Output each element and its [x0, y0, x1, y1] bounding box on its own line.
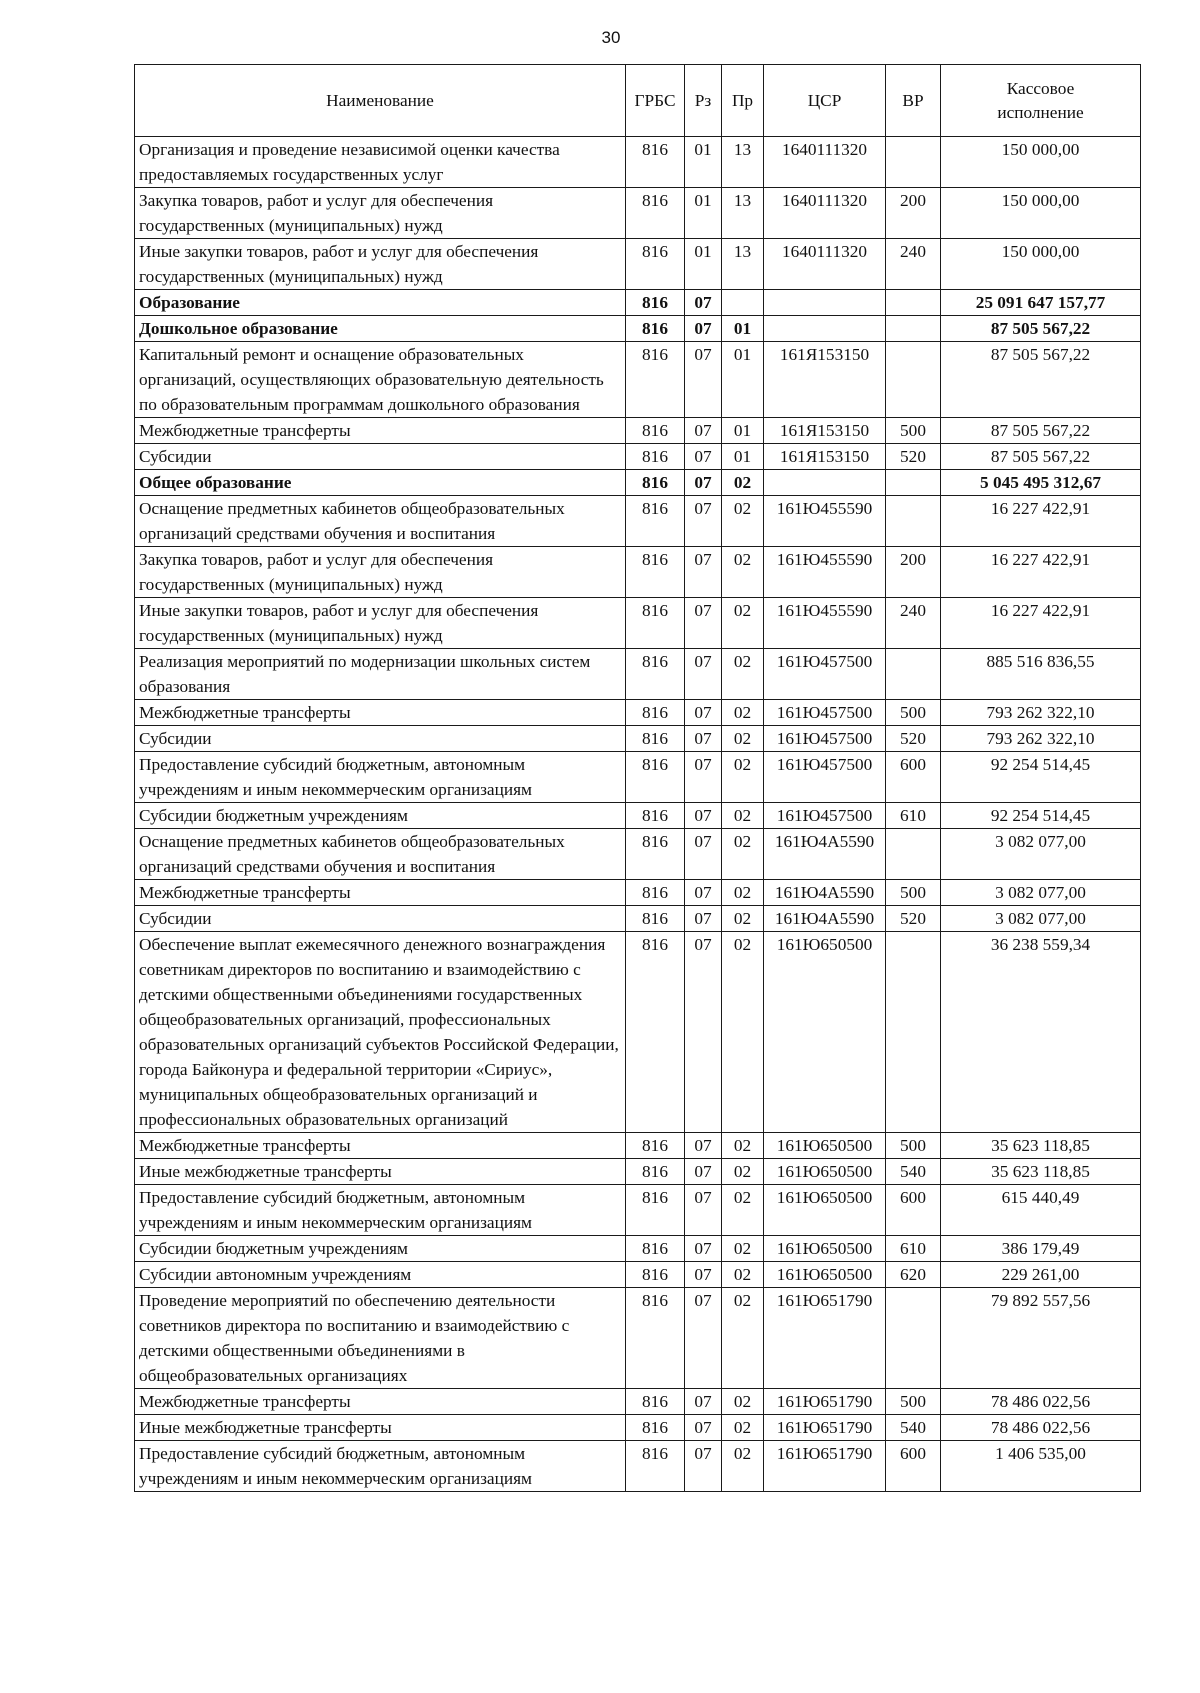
table-row [135, 880, 1141, 906]
cell-amount: 78 486 022,56 [941, 1389, 1141, 1415]
cell-vr [886, 470, 941, 496]
cell-grbs: 816 [626, 547, 685, 598]
cell-grbs: 816 [626, 752, 685, 803]
cell-vr: 600 [886, 1185, 941, 1236]
table-row [135, 137, 1141, 188]
cell-amount: 16 227 422,91 [941, 547, 1141, 598]
cell-grbs: 816 [626, 829, 685, 880]
table-row [135, 1415, 1141, 1441]
cell-rz: 07 [685, 342, 722, 418]
table-row [135, 188, 1141, 239]
cell-amount: 885 516 836,55 [941, 649, 1141, 700]
cell-csr: 161Я153150 [764, 418, 886, 444]
cell-grbs: 816 [626, 342, 685, 418]
cell-name: Межбюджетные трансферты [135, 1133, 626, 1159]
cell-pr: 13 [722, 188, 764, 239]
cell-grbs: 816 [626, 1389, 685, 1415]
table-row [135, 418, 1141, 444]
cell-pr: 01 [722, 444, 764, 470]
cell-name: Субсидии [135, 906, 626, 932]
cell-vr: 240 [886, 239, 941, 290]
cell-amount: 36 238 559,34 [941, 932, 1141, 1133]
cell-name: Организация и проведение независимой оценки качества предоставляемых государственных услуг [135, 137, 626, 188]
table-row [135, 496, 1141, 547]
cell-csr: 161Ю455590 [764, 598, 886, 649]
cell-amount: 35 623 118,85 [941, 1159, 1141, 1185]
table-row [135, 752, 1141, 803]
cell-pr: 01 [722, 316, 764, 342]
cell-pr: 02 [722, 649, 764, 700]
cell-grbs: 816 [626, 1159, 685, 1185]
cell-csr: 161Я153150 [764, 342, 886, 418]
cell-pr: 02 [722, 1185, 764, 1236]
cell-grbs: 816 [626, 598, 685, 649]
table-row [135, 1133, 1141, 1159]
budget-execution-table [134, 64, 1141, 1492]
cell-grbs: 816 [626, 188, 685, 239]
table-row [135, 726, 1141, 752]
cell-amount: 150 000,00 [941, 137, 1141, 188]
cell-name: Предоставление субсидий бюджетным, автономным учреждениям и иным некоммерческим организациям [135, 752, 626, 803]
cell-pr: 02 [722, 496, 764, 547]
cell-csr: 161Ю651790 [764, 1288, 886, 1389]
cell-rz: 01 [685, 239, 722, 290]
cell-rz: 07 [685, 547, 722, 598]
cell-rz: 07 [685, 496, 722, 547]
header-vr: ВР [886, 65, 941, 137]
cell-name: Закупка товаров, работ и услуг для обеспечения государственных (муниципальных) нужд [135, 188, 626, 239]
cell-grbs: 816 [626, 1415, 685, 1441]
cell-grbs: 816 [626, 1185, 685, 1236]
header-rz: Рз [685, 65, 722, 137]
cell-vr [886, 496, 941, 547]
cell-rz: 07 [685, 1262, 722, 1288]
cell-csr: 161Ю457500 [764, 700, 886, 726]
table-row [135, 316, 1141, 342]
cell-amount: 386 179,49 [941, 1236, 1141, 1262]
header-name: Наименование [135, 65, 626, 137]
cell-rz: 07 [685, 829, 722, 880]
page-number: 30 [601, 28, 621, 47]
cell-grbs: 816 [626, 1262, 685, 1288]
table-row [135, 1262, 1141, 1288]
cell-rz: 07 [685, 1185, 722, 1236]
cell-csr: 1640111320 [764, 137, 886, 188]
cell-grbs: 816 [626, 239, 685, 290]
table-row [135, 1389, 1141, 1415]
cell-amount: 3 082 077,00 [941, 880, 1141, 906]
cell-rz: 07 [685, 418, 722, 444]
cell-grbs: 816 [626, 496, 685, 547]
cell-pr: 02 [722, 700, 764, 726]
cell-csr [764, 470, 886, 496]
cell-vr: 540 [886, 1159, 941, 1185]
cell-rz: 07 [685, 1288, 722, 1389]
cell-amount: 92 254 514,45 [941, 803, 1141, 829]
cell-vr [886, 316, 941, 342]
cell-amount: 150 000,00 [941, 188, 1141, 239]
cell-vr [886, 290, 941, 316]
cell-csr: 161Ю650500 [764, 1185, 886, 1236]
cell-vr: 620 [886, 1262, 941, 1288]
table-row [135, 932, 1141, 1133]
cell-vr: 540 [886, 1415, 941, 1441]
cell-rz: 07 [685, 1441, 722, 1492]
cell-amount: 1 406 535,00 [941, 1441, 1141, 1492]
cell-vr: 600 [886, 1441, 941, 1492]
cell-vr: 610 [886, 803, 941, 829]
cell-csr: 161Ю650500 [764, 1236, 886, 1262]
cell-grbs: 816 [626, 880, 685, 906]
cell-grbs: 816 [626, 1236, 685, 1262]
cell-grbs: 816 [626, 649, 685, 700]
cell-csr: 161Ю4А5590 [764, 829, 886, 880]
cell-name: Предоставление субсидий бюджетным, автономным учреждениям и иным некоммерческим организациям [135, 1441, 626, 1492]
cell-vr: 520 [886, 444, 941, 470]
cell-pr: 13 [722, 137, 764, 188]
cell-csr: 161Я153150 [764, 444, 886, 470]
cell-pr: 02 [722, 1236, 764, 1262]
table-row [135, 1159, 1141, 1185]
cell-rz: 07 [685, 1415, 722, 1441]
cell-amount: 16 227 422,91 [941, 598, 1141, 649]
cell-name: Межбюджетные трансферты [135, 880, 626, 906]
table-row [135, 1185, 1141, 1236]
cell-vr [886, 137, 941, 188]
table-row [135, 598, 1141, 649]
table-row [135, 906, 1141, 932]
cell-amount: 87 505 567,22 [941, 418, 1141, 444]
cell-name: Субсидии бюджетным учреждениям [135, 803, 626, 829]
cell-rz: 07 [685, 726, 722, 752]
cell-vr: 520 [886, 726, 941, 752]
cell-pr: 02 [722, 906, 764, 932]
cell-pr: 02 [722, 547, 764, 598]
cell-amount: 793 262 322,10 [941, 726, 1141, 752]
cell-name: Образование [135, 290, 626, 316]
table-header-row [135, 65, 1141, 137]
cell-pr: 02 [722, 1133, 764, 1159]
header-csr: ЦСР [764, 65, 886, 137]
cell-pr: 02 [722, 932, 764, 1133]
cell-amount: 79 892 557,56 [941, 1288, 1141, 1389]
cell-rz: 07 [685, 803, 722, 829]
cell-amount: 35 623 118,85 [941, 1133, 1141, 1159]
cell-csr: 161Ю457500 [764, 649, 886, 700]
cell-rz: 07 [685, 906, 722, 932]
cell-amount: 229 261,00 [941, 1262, 1141, 1288]
table-row [135, 342, 1141, 418]
table-row [135, 649, 1141, 700]
cell-pr [722, 290, 764, 316]
cell-csr: 1640111320 [764, 188, 886, 239]
cell-name: Субсидии [135, 444, 626, 470]
cell-csr [764, 316, 886, 342]
cell-pr: 02 [722, 598, 764, 649]
cell-vr: 200 [886, 188, 941, 239]
cell-csr: 161Ю651790 [764, 1415, 886, 1441]
cell-grbs: 816 [626, 316, 685, 342]
cell-vr: 200 [886, 547, 941, 598]
cell-amount: 5 045 495 312,67 [941, 470, 1141, 496]
cell-csr: 161Ю650500 [764, 1159, 886, 1185]
cell-name: Иные межбюджетные трансферты [135, 1415, 626, 1441]
table-row [135, 1288, 1141, 1389]
table-row [135, 290, 1141, 316]
cell-pr: 01 [722, 342, 764, 418]
cell-rz: 01 [685, 137, 722, 188]
cell-vr: 600 [886, 752, 941, 803]
cell-csr: 161Ю650500 [764, 1133, 886, 1159]
cell-pr: 02 [722, 1288, 764, 1389]
cell-vr: 500 [886, 880, 941, 906]
cell-grbs: 816 [626, 1133, 685, 1159]
cell-name: Субсидии автономным учреждениям [135, 1262, 626, 1288]
cell-grbs: 816 [626, 1288, 685, 1389]
cell-amount: 16 227 422,91 [941, 496, 1141, 547]
cell-pr: 13 [722, 239, 764, 290]
cell-grbs: 816 [626, 726, 685, 752]
cell-amount: 150 000,00 [941, 239, 1141, 290]
cell-amount: 793 262 322,10 [941, 700, 1141, 726]
table-body [135, 137, 1141, 1492]
cell-pr: 02 [722, 1415, 764, 1441]
cell-amount: 87 505 567,22 [941, 316, 1141, 342]
cell-grbs: 816 [626, 418, 685, 444]
cell-vr: 240 [886, 598, 941, 649]
cell-rz: 07 [685, 1389, 722, 1415]
cell-csr: 161Ю4А5590 [764, 906, 886, 932]
table-row [135, 700, 1141, 726]
cell-grbs: 816 [626, 444, 685, 470]
table-row [135, 829, 1141, 880]
cell-name: Обеспечение выплат ежемесячного денежного вознаграждения советникам директоров по воспитанию и взаимодействию с детскими общественными объединениями государственных общеобразовательных организаций, профессиональных образовательных организаций субъектов Российской Федерации, города Байконура и федеральной территории «Сириус», муниципальных общеобразовательных организаций и профессиональных образовательных организаций [135, 932, 626, 1133]
cell-amount: 25 091 647 157,77 [941, 290, 1141, 316]
cell-vr: 500 [886, 1389, 941, 1415]
cell-vr: 500 [886, 418, 941, 444]
cell-grbs: 816 [626, 1441, 685, 1492]
cell-rz: 07 [685, 316, 722, 342]
cell-pr: 02 [722, 829, 764, 880]
cell-name: Капитальный ремонт и оснащение образовательных организаций, осуществляющих образовательную деятельность по образовательным программам дошкольного образования [135, 342, 626, 418]
cell-vr [886, 649, 941, 700]
cell-csr: 161Ю651790 [764, 1389, 886, 1415]
cell-name: Иные межбюджетные трансферты [135, 1159, 626, 1185]
cell-pr: 02 [722, 880, 764, 906]
cell-name: Дошкольное образование [135, 316, 626, 342]
cell-amount: 87 505 567,22 [941, 444, 1141, 470]
cell-vr [886, 1288, 941, 1389]
cell-name: Реализация мероприятий по модернизации школьных систем образования [135, 649, 626, 700]
table-row [135, 1236, 1141, 1262]
cell-amount: 3 082 077,00 [941, 829, 1141, 880]
cell-name: Оснащение предметных кабинетов общеобразовательных организаций средствами обучения и воспитания [135, 496, 626, 547]
cell-name: Иные закупки товаров, работ и услуг для обеспечения государственных (муниципальных) нужд [135, 239, 626, 290]
cell-rz: 07 [685, 649, 722, 700]
cell-amount: 615 440,49 [941, 1185, 1141, 1236]
cell-rz: 01 [685, 188, 722, 239]
cell-vr [886, 829, 941, 880]
cell-csr: 1640111320 [764, 239, 886, 290]
cell-csr: 161Ю650500 [764, 932, 886, 1133]
table-row [135, 470, 1141, 496]
cell-name: Межбюджетные трансферты [135, 418, 626, 444]
cell-pr: 02 [722, 1389, 764, 1415]
cell-rz: 07 [685, 880, 722, 906]
table-row [135, 803, 1141, 829]
cell-rz: 07 [685, 700, 722, 726]
cell-amount: 87 505 567,22 [941, 342, 1141, 418]
cell-csr: 161Ю4А5590 [764, 880, 886, 906]
cell-rz: 07 [685, 752, 722, 803]
cell-rz: 07 [685, 598, 722, 649]
cell-rz: 07 [685, 1133, 722, 1159]
cell-csr: 161Ю457500 [764, 752, 886, 803]
cell-vr: 500 [886, 700, 941, 726]
header-pr: Пр [722, 65, 764, 137]
cell-csr [764, 290, 886, 316]
cell-pr: 02 [722, 752, 764, 803]
cell-grbs: 816 [626, 290, 685, 316]
cell-pr: 02 [722, 1262, 764, 1288]
cell-amount: 92 254 514,45 [941, 752, 1141, 803]
cell-csr: 161Ю455590 [764, 547, 886, 598]
cell-vr: 500 [886, 1133, 941, 1159]
cell-rz: 07 [685, 470, 722, 496]
cell-grbs: 816 [626, 932, 685, 1133]
cell-pr: 02 [722, 803, 764, 829]
cell-name: Оснащение предметных кабинетов общеобразовательных организаций средствами обучения и воспитания [135, 829, 626, 880]
cell-pr: 02 [722, 470, 764, 496]
cell-pr: 02 [722, 1441, 764, 1492]
header-cash-execution: Кассовое исполнение [941, 65, 1141, 137]
table-row [135, 1441, 1141, 1492]
table-row [135, 547, 1141, 598]
cell-grbs: 816 [626, 700, 685, 726]
cell-rz: 07 [685, 1159, 722, 1185]
cell-pr: 02 [722, 1159, 764, 1185]
cell-vr: 520 [886, 906, 941, 932]
cell-name: Иные закупки товаров, работ и услуг для обеспечения государственных (муниципальных) нужд [135, 598, 626, 649]
cell-name: Проведение мероприятий по обеспечению деятельности советников директора по воспитанию и взаимодействию с детскими общественными объединениями в общеобразовательных организациях [135, 1288, 626, 1389]
cell-grbs: 816 [626, 906, 685, 932]
cell-name: Общее образование [135, 470, 626, 496]
cell-csr: 161Ю457500 [764, 803, 886, 829]
cell-name: Предоставление субсидий бюджетным, автономным учреждениям и иным некоммерческим организациям [135, 1185, 626, 1236]
cell-rz: 07 [685, 932, 722, 1133]
cell-vr: 610 [886, 1236, 941, 1262]
cell-csr: 161Ю455590 [764, 496, 886, 547]
cell-amount: 3 082 077,00 [941, 906, 1141, 932]
table-row [135, 444, 1141, 470]
cell-csr: 161Ю650500 [764, 1262, 886, 1288]
cell-pr: 01 [722, 418, 764, 444]
cell-vr [886, 342, 941, 418]
cell-name: Межбюджетные трансферты [135, 700, 626, 726]
cell-csr: 161Ю651790 [764, 1441, 886, 1492]
cell-rz: 07 [685, 290, 722, 316]
cell-grbs: 816 [626, 470, 685, 496]
cell-name: Субсидии [135, 726, 626, 752]
cell-rz: 07 [685, 1236, 722, 1262]
table-row [135, 239, 1141, 290]
cell-amount: 78 486 022,56 [941, 1415, 1141, 1441]
cell-rz: 07 [685, 444, 722, 470]
cell-grbs: 816 [626, 803, 685, 829]
cell-vr [886, 932, 941, 1133]
cell-name: Межбюджетные трансферты [135, 1389, 626, 1415]
cell-pr: 02 [722, 726, 764, 752]
cell-grbs: 816 [626, 137, 685, 188]
header-grbs: ГРБС [626, 65, 685, 137]
cell-csr: 161Ю457500 [764, 726, 886, 752]
cell-name: Субсидии бюджетным учреждениям [135, 1236, 626, 1262]
cell-name: Закупка товаров, работ и услуг для обеспечения государственных (муниципальных) нужд [135, 547, 626, 598]
